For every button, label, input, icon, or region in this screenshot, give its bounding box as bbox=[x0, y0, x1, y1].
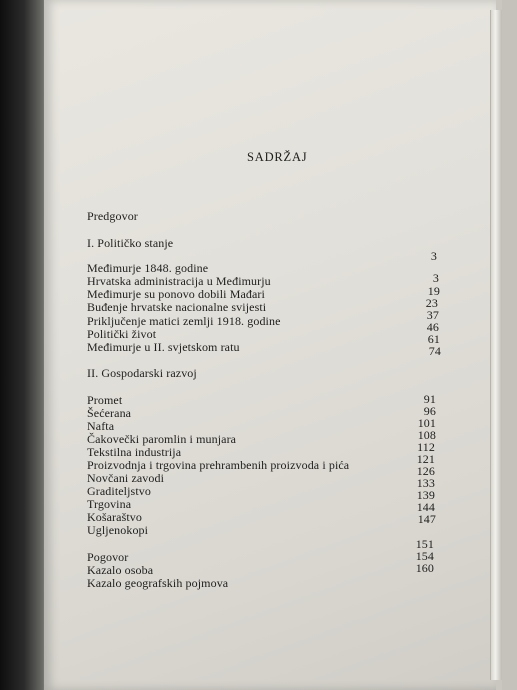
toc-entry-page: 46 bbox=[426, 320, 439, 334]
background-surface bbox=[502, 0, 517, 690]
toc-entry-label: Buđenje hrvatske nacionalne svijesti bbox=[87, 300, 267, 314]
toc-entry-page: 96 bbox=[423, 404, 436, 418]
toc-section-heading: I. Političko stanje bbox=[87, 236, 174, 250]
toc-entry-page: 37 bbox=[426, 308, 439, 322]
toc-entry-page: 139 bbox=[416, 488, 435, 502]
toc-entry-label: Pogovor bbox=[87, 550, 129, 564]
toc-entry-label: Trgovina bbox=[87, 497, 132, 511]
toc-entry-page: 147 bbox=[417, 512, 436, 526]
toc-entry-page: 23 bbox=[425, 296, 438, 310]
toc-entry-label: Nafta bbox=[87, 419, 115, 433]
toc-entry-label: Hrvatska administracija u Međimurju bbox=[87, 274, 271, 288]
toc-entry-page: 61 bbox=[427, 332, 440, 346]
toc-entry-page: 19 bbox=[427, 284, 440, 298]
toc-entry-label: Priključenje matici zemlji 1918. godine bbox=[87, 314, 281, 328]
toc-entry-label: Međimurje 1848. godine bbox=[87, 261, 209, 275]
toc-entry-label: Promet bbox=[87, 393, 123, 407]
toc-entry-page: 126 bbox=[416, 464, 435, 478]
toc-entry-label: Ugljenokopi bbox=[87, 523, 149, 537]
toc-entry-label: Kazalo osoba bbox=[87, 563, 154, 577]
toc-entry-page: 112 bbox=[417, 440, 435, 454]
toc-entry-label: Međimurje su ponovo dobili Mađari bbox=[87, 287, 265, 301]
toc-entry-page: 151 bbox=[415, 537, 434, 551]
toc-entry-label: Šećerana bbox=[87, 406, 132, 420]
toc-entry-page: 91 bbox=[423, 392, 436, 406]
toc-entry-page: 101 bbox=[417, 416, 436, 430]
toc-entry-page: 160 bbox=[415, 561, 434, 575]
toc-entry-page: 74 bbox=[428, 344, 441, 358]
toc-section-heading: II. Gospodarski razvoj bbox=[87, 366, 197, 380]
toc-entry-label: Politički život bbox=[87, 327, 157, 341]
toc-entry-page: 121 bbox=[416, 452, 435, 466]
toc-entry-label: Graditeljstvo bbox=[87, 484, 151, 498]
toc-entry-page: 144 bbox=[416, 500, 435, 514]
toc-entry-page: 3 bbox=[432, 271, 439, 285]
toc-title: SADRŽAJ bbox=[247, 150, 308, 164]
toc-entry-page: 133 bbox=[416, 476, 435, 490]
toc-section-page: 3 bbox=[430, 249, 437, 263]
page-stack-edge bbox=[490, 10, 502, 680]
toc-entry-label: Međimurje u II. svjetskom ratu bbox=[87, 340, 240, 354]
book-gutter-shadow bbox=[0, 0, 48, 690]
toc-entry-label: Proizvodnja i trgovina prehrambenih proizvoda i pića bbox=[87, 458, 350, 472]
toc-preface: Predgovor bbox=[87, 209, 138, 223]
toc-entry-label: Novčani zavodi bbox=[87, 471, 165, 485]
toc-entry-label: Košaraštvo bbox=[87, 510, 142, 524]
toc-entry-page: 154 bbox=[415, 549, 434, 563]
toc-entry-page: 108 bbox=[417, 428, 436, 442]
toc-entry-label: Čakovečki paromlin i munjara bbox=[87, 432, 237, 446]
toc-entry-label: Kazalo geografskih pojmova bbox=[87, 576, 229, 590]
toc-entry-label: Tekstilna industrija bbox=[87, 445, 182, 459]
